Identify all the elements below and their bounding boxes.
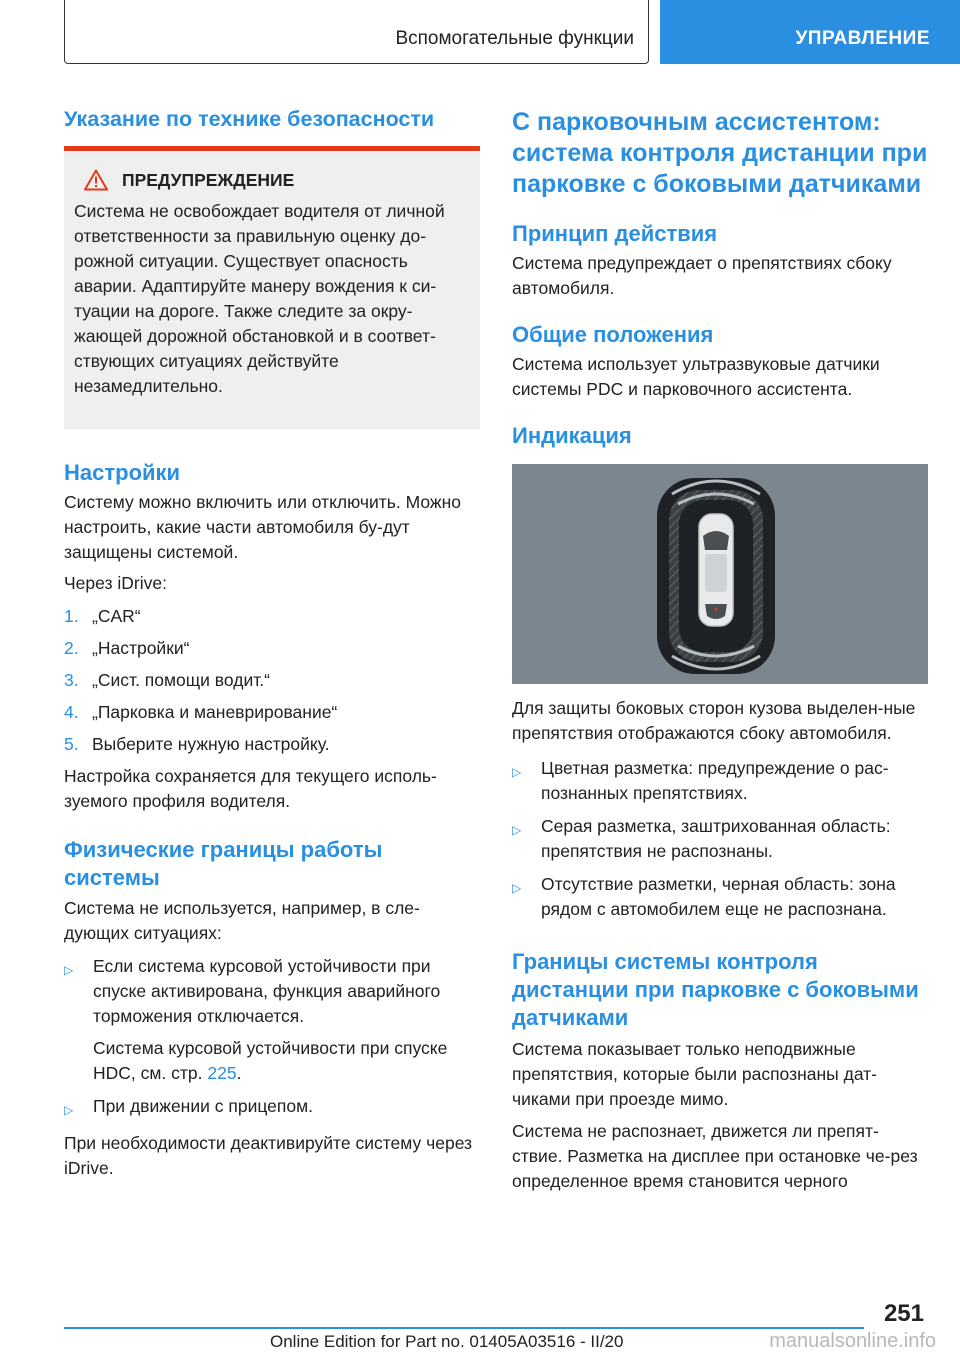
bullet-triangle-icon: ▷ bbox=[512, 823, 522, 837]
page-reference-link[interactable]: 225 bbox=[207, 1063, 237, 1083]
limits-paragraph-1: Система не используется, например, в сле-дующих ситуациях: bbox=[64, 898, 420, 943]
list-item: ▷ Серая разметка, заштрихованная область: препятствия не распознаны. bbox=[512, 814, 928, 864]
settings-paragraph-1: Систему можно включить или отключить. Можно настроить, какие части автомобиля бу-дут защищены системой. bbox=[64, 492, 462, 562]
chapter-title: УПРАВЛЕНИЕ bbox=[795, 28, 930, 49]
display-text: Для защиты боковых сторон кузова выделен-ные препятствия отображаются сбоку автомобиля. bbox=[512, 698, 916, 743]
boundary-paragraph-1: Система показывает только неподвижные препятствия, которые были распознаны дат-чиками при проезде мимо. bbox=[512, 1039, 878, 1109]
settings-steps-list bbox=[64, 604, 480, 757]
bullet-triangle-icon: ▷ bbox=[64, 1103, 74, 1117]
display-list bbox=[512, 756, 928, 922]
limits-list bbox=[64, 954, 480, 1123]
left-column bbox=[64, 95, 480, 1181]
parking-sensor-diagram bbox=[512, 464, 928, 684]
list-item: 1. „CAR“ bbox=[64, 606, 141, 626]
list-item: 3. „Сист. помощи водит.“ bbox=[64, 670, 270, 690]
page-number: 251 bbox=[883, 1300, 924, 1327]
display-heading: Индикация bbox=[512, 423, 632, 448]
section-title: Вспомогательные функции bbox=[395, 28, 634, 49]
footer-edition: Online Edition for Part no. 01405A03516 - II/20 bbox=[270, 1332, 624, 1351]
list-item: 2. „Настройки“ bbox=[64, 638, 190, 658]
general-heading: Общие положения bbox=[512, 322, 714, 347]
main-heading: С парковочным ассистентом: система контроля дистанции при парковке с боковыми датчиками bbox=[512, 108, 928, 198]
list-item: ▷ Цветная разметка: предупреждение о рас-познанных препятствиях. bbox=[512, 756, 928, 806]
list-item: 4. „Парковка и маневрирование“ bbox=[64, 702, 338, 722]
boundary-paragraph-2: Система не распознает, движется ли препят-ствие. Разметка на дисплее при остановке че-рез определенное время становится черного bbox=[512, 1121, 918, 1191]
bullet-triangle-icon: ▷ bbox=[64, 963, 74, 977]
boundary-heading: Границы системы контроля дистанции при парковке с боковыми датчиками bbox=[512, 949, 919, 1030]
bullet-triangle-icon: ▷ bbox=[512, 881, 522, 895]
list-item: ▷ При движении с прицепом. bbox=[64, 1094, 480, 1123]
limits-heading: Физические границы работы системы bbox=[64, 837, 383, 890]
parking-sensor-graphic bbox=[512, 464, 928, 684]
settings-heading: Настройки bbox=[64, 460, 181, 485]
safety-heading: Указание по технике безопасности bbox=[64, 107, 435, 131]
settings-paragraph-3: Настройка сохраняется для текущего исполь-зуемого профиля водителя. bbox=[64, 766, 437, 811]
bullet-triangle-icon: ▷ bbox=[512, 765, 522, 779]
header-chapter-tab bbox=[660, 0, 960, 64]
warning-header bbox=[84, 169, 470, 191]
list-item: ▷ Если система курсовой устойчивости при спуске активирована, функция аварийного торможения отключается. Система курсовой устойчивости при спуске HDC, см. стр. 225. bbox=[64, 954, 480, 1086]
right-column bbox=[512, 95, 928, 1194]
limits-paragraph-2: При необходимости деактивируйте систему через iDrive. bbox=[64, 1133, 473, 1178]
header-section-tab bbox=[64, 0, 649, 64]
footer-rule bbox=[64, 1327, 864, 1329]
general-text: Система использует ультразвуковые датчики системы PDC и парковочного ассистента. bbox=[512, 354, 880, 399]
principle-heading: Принцип действия bbox=[512, 221, 718, 246]
settings-paragraph-2: Через iDrive: bbox=[64, 573, 167, 593]
warning-box bbox=[64, 151, 480, 429]
list-item: ▷ Отсутствие разметки, черная область: зона рядом с автомобилем еще не распознана. bbox=[512, 872, 928, 922]
footer-watermark: manualsonline.info bbox=[769, 1330, 936, 1352]
list-item: 5. Выберите нужную настройку. bbox=[64, 734, 330, 754]
warning-title: ПРЕДУПРЕЖДЕНИЕ bbox=[122, 169, 295, 190]
principle-text: Система предупреждает о препятствиях сбоку автомобиля. bbox=[512, 253, 892, 298]
warning-triangle-icon bbox=[84, 169, 108, 191]
warning-text: Система не освобождает водителя от личной ответственности за правильную оценку до-рожной ситуации. Существует опасность аварии. Адаптируйте манеру вождения к си-туации на дороге. Также следите за окру-жающей дорожной обстановкой и в соответ-ствующих ситуациях действуйте незамедлительно. bbox=[74, 201, 445, 396]
